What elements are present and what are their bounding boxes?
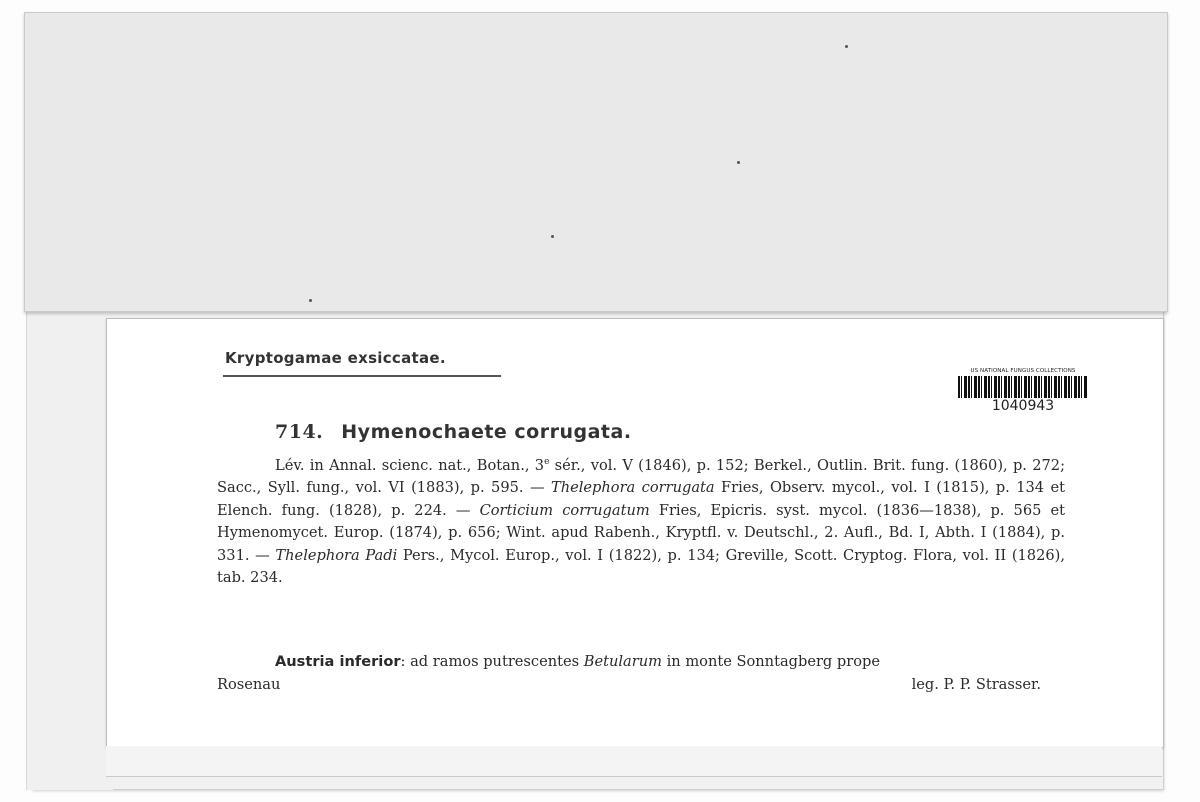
catalog-number: 1040943 — [991, 398, 1055, 414]
series-title-underline — [223, 375, 501, 377]
place-name: Rosenau — [217, 676, 281, 693]
species-heading — [275, 421, 632, 443]
flap-speck — [737, 161, 740, 164]
flap-speck — [845, 45, 848, 48]
reference-text: Fries, Observ. mycol., vol. I (1815), p. 134 et Elench. fung. (1828), p. 224. — — [217, 479, 1066, 519]
reference-superscript: e — [544, 457, 550, 467]
locality-info — [217, 650, 1065, 696]
reference-text: Pers., Mycol. Europ., vol. I (1822), p. 134; Greville, Scott. Cryptog. Flora, vol. II (1826), tab. 234. — [217, 546, 1065, 587]
synonym-name: Corticium corrugatum — [479, 501, 650, 519]
collection-name: US NATIONAL FUNGUS COLLECTIONS — [970, 368, 1076, 374]
synonym-name: Thelephora corrugata — [550, 479, 715, 497]
flap-speck — [551, 235, 554, 238]
collector: leg. P. P. Strasser. — [911, 676, 1041, 693]
reference-text: sér., vol. V (1846), p. 152; Berkel., Outlin. Brit. fung. (1860), p. 272; Sacc., Syll. fung., vol. VI (1883), p. 595. — — [217, 456, 1065, 497]
packet-bottom-fold — [106, 746, 1162, 777]
packet-side-fold — [26, 300, 113, 790]
region: Austria inferior — [275, 653, 401, 670]
barcode — [958, 376, 1088, 398]
locality-bottom-line — [217, 673, 1065, 696]
synonym-name: Thelephora Padi — [275, 546, 398, 564]
reference-text: Lév. in Annal. scienc. nat., Botan., 3 — [275, 456, 545, 474]
series-title: Kryptogamae exsiccatae. — [225, 349, 446, 367]
specimen-label — [106, 318, 1164, 748]
literature-references — [217, 451, 1065, 590]
locality-text: in monte Sonntagberg prope — [661, 653, 880, 670]
packet-top-flap — [24, 12, 1168, 312]
exsiccata-number: 714. — [275, 421, 324, 443]
reference-text: Fries, Epicris. syst. mycol. (1836—1838), p. 565 et Hymenomycet. Europ. (1874), p. 656; Wint. apud Rabenh., Kryptfl. v. Deutschl., 2. Aufl., Bd. I, Abth. I (1884), p. 331. — — [217, 501, 1065, 564]
barcode-block — [953, 367, 1093, 414]
species-name: Hymenochaete corrugata. — [341, 421, 632, 443]
flap-speck — [309, 299, 312, 302]
host-name: Betularum — [583, 653, 662, 670]
locality-text: : ad ramos putrescentes — [400, 653, 584, 670]
